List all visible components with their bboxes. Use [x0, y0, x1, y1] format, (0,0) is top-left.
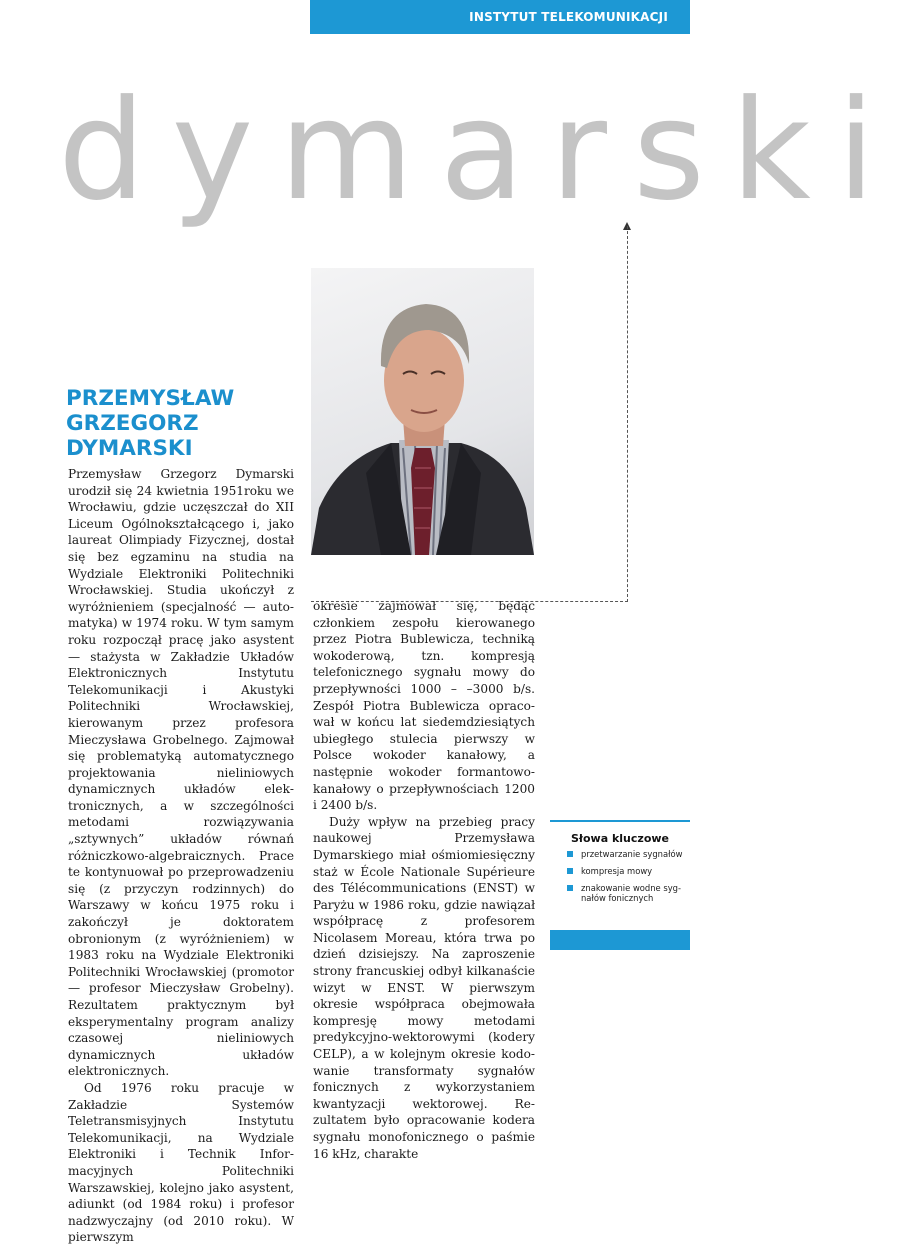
square-bullet-icon [567, 868, 573, 874]
keyword-item [567, 849, 690, 859]
keyword-item [567, 883, 690, 903]
square-bullet-icon [567, 851, 573, 857]
institute-label: INSTYTUT TELEKOMUNIKACJI [469, 10, 668, 24]
person-name-line: PRZEMYSŁAW [66, 386, 235, 411]
biography-paragraph: Od 1976 roku pracuje w Zakładzie Systemów Teletransmisyjnych Instytutu Telekomunikacji, na Wydziale Elektroniki i Technik Informacyjnych Politechniki Warszawskiej, kolejno jako asystent, adiunkt (od 1984 roku) i profesor nadzwyczajny (od 2010 roku). W pierwszym [68, 1080, 294, 1245]
keyword-label: przetwarzanie sygnałów [581, 849, 683, 859]
keyword-item [567, 866, 690, 876]
surname-banner: dymarski [58, 70, 901, 231]
biography-right-column [313, 598, 535, 1162]
bottom-accent-bar [550, 930, 690, 950]
person-name-line: GRZEGORZ [66, 411, 199, 436]
biography-paragraph: okresie zajmował się, będąc członkiem zespołu kierowanego przez Piotra Bublewicza, techniką wokoderową, tzn. kompresją telefonicznego sygnału mowy do przepływności 1000 – –3000 b/s. Zespół Piotra Bublewicza opracował w końcu lat siedemdziesiątych ubiegłego stulecia pierwszy w Polsce wokoder kanałowy, a następnie wokoder formantowo-kanałowy o przepływnościach 1200 i 2400 b/s. [313, 599, 535, 813]
portrait-photo [311, 268, 534, 555]
person-name-line: DYMARSKI [66, 436, 193, 461]
dashed-vertical-line [627, 226, 629, 602]
keywords-list [567, 849, 690, 910]
header-bar [310, 0, 690, 34]
keywords-top-rule [550, 820, 690, 822]
person-name [66, 386, 296, 461]
biography-paragraph: Duży wpływ na przebieg pracy naukowej Przemysława Dymarskiego miał ośmiomiesięczny staż w École Nationale Supérieure des Télécommunications (ENST) w Paryżu w 1986 roku, gdzie nawiązał współpracę z profesorem Nicolasem Moreau, która trwa po dzień dzisiejszy. Na zaproszenie strony francuskiej odbył kilkanaście wizyt w ENST. W pierwszym okresie współpraca obejmowała kompresję mowy metodami predykcyjno-wektorowymi (kodery CELP), a w kolejnym okresie kodowanie transformaty sygnałów fonicznych z wykorzystaniem kwantyzacji wektorowej. Rezultatem było opracowanie kodera sygnału monofonicznego o paśmie 16 kHz, charakte [313, 814, 535, 1161]
keyword-label: kompresja mowy [581, 866, 653, 876]
biography-paragraph: Przemysław Grzegorz Dymarski urodził się 24 kwietnia 1951roku we Wrocławiu, gdzie uczęszczał do XII Liceum Ogólnokształcącego i, jako laureat Olimpiady Fizycznej, dostał się bez egzaminu na studia na Wydziale Elektroniki Politechniki Wrocławskiej. Studia ukończył z wyróżnieniem (specjalność — automatyka) w 1974 roku. W tym samym roku rozpoczął pracę jako asystent — stażysta w Zakładzie Układów Elektronicznych Instytutu Telekomunikacji i Akustyki Politechniki Wrocławskiej, kierowanym przez profesora Mieczysława Grobelnego. Zajmował się problematyką automatycznego projektowania nieliniowych dynamicznych układów elektronicznych, a w szczególności metodami rozwiązywania „sztywnych” układów równań różniczkowo-algebraicznych. Prace te kontynuował po przeprowadzeniu się (z przyczyn rodzinnych) do Warszawy w końcu 1975 roku i zakończył je doktoratem obronionym (z wyróżnieniem) w 1983 roku na Wydziale Elektroniki Politechniki Wrocławskiej (promotor — profesor Mieczysław Grobelny). Rezultatem praktycznym był eksperymentalny program analizy czasowej nieliniowych dynamicznych układów elektronicznych. [68, 467, 294, 1079]
square-bullet-icon [567, 885, 573, 891]
portrait-illustration [311, 268, 534, 555]
biography-left-column [68, 466, 294, 1246]
keywords-title: Słowa kluczowe [571, 832, 669, 845]
keyword-label: znakowanie wodne sygnałów fonicznych [581, 883, 682, 903]
